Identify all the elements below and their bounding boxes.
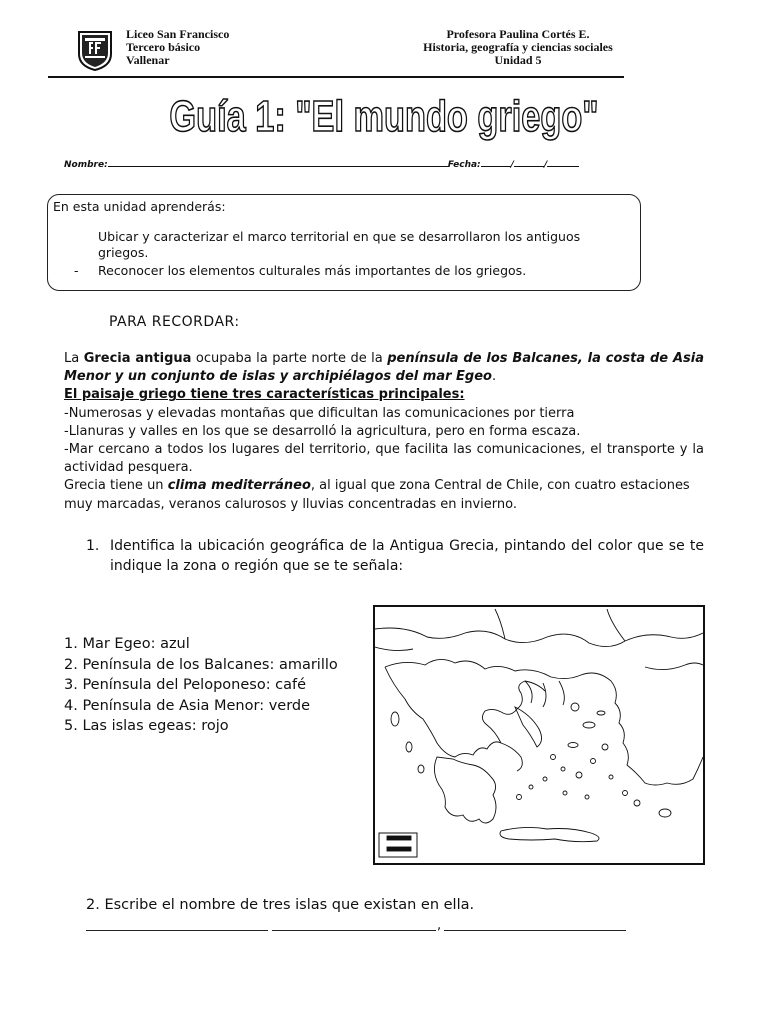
objective-item: Ubicar y caracterizar el marco territorial en que se desarrollaron los antiguos griegos. [98,229,581,260]
characteristic-3: -Mar cercano a todos los lugares del territorio, que facilita las comunicaciones, el transporte y la actividad pesquera. [64,442,704,476]
list-item: 5. Las islas egeas: rojo [64,718,229,734]
answer-blank-1[interactable] [86,930,268,931]
date-month-field[interactable] [514,158,544,167]
answer-blank-2[interactable] [272,930,436,931]
name-field[interactable] [108,158,448,167]
climate-type: clima mediterráneo [167,478,311,494]
date-year-field[interactable] [547,158,579,167]
answer-blank-3[interactable] [444,930,626,931]
header-right [400,28,636,67]
climate-a: Grecia tiene un [64,478,168,494]
objectives-heading: En esta unidad aprenderás: [53,199,226,214]
greece-map[interactable] [373,605,705,865]
intro-c: ocupaba la parte norte de la [191,351,388,366]
teacher-name: Profesora Paulina Cortés E. [446,27,590,41]
characteristic-2: -Llanuras y valles en los que se desarrolló la agricultura, pero en forma escaza. [64,423,581,439]
name-label: Nombre: [64,160,108,170]
date-label: Fecha: [447,160,481,170]
question-1-number: 1. [86,538,100,554]
question-2-text: 2. Escribe el nombre de tres islas que existan en ella. [86,897,475,913]
reading-paragraph [64,350,704,514]
name-date-line [64,158,579,170]
color-instructions-list [64,634,338,737]
intro-a: La [64,351,84,366]
answer-comma: , [437,918,442,933]
page-title: Guía 1: "El mundo griego" [169,92,599,141]
objective-bullet: - [74,263,79,278]
date-separator: / [543,160,548,170]
intro-regions: península de los Balcanes, la costa de Asia Menor y un conjunto de islas y archipiélagos del mar Egeo [64,351,705,385]
school-crest-icon [73,28,117,72]
city-name: Vallenar [126,53,170,67]
list-item: 4. Península de Asia Menor: verde [64,697,311,714]
intro-grecia: Grecia antigua [83,351,192,366]
landscape-title: El paisaje griego tiene tres características principales: [64,387,465,403]
header-divider [48,76,624,78]
recordar-heading: PARA RECORDAR: [109,314,240,330]
objective-item: Reconocer los elementos culturales más importantes de los griegos. [98,263,527,278]
list-item: 3. Península del Peloponeso: café [64,677,307,693]
unit-label: Unidad 5 [494,53,542,67]
grade-level: Tercero básico [126,40,201,54]
header-left [126,28,229,67]
intro-text [64,350,704,386]
question-1-text: Identifica la ubicación geográfica de la Antigua Grecia, pintando del color que se te indique la zona o región que se te señala: [110,538,704,574]
list-item: 2. Península de los Balcanes: amarillo [64,656,338,673]
school-name: Liceo San Francisco [126,27,230,41]
date-day-field[interactable] [481,158,511,167]
climate-text [64,477,704,513]
characteristic-1: -Numerosas y elevadas montañas que dificultan las comunicaciones por tierra [64,405,575,421]
intro-e: . [491,369,497,385]
list-item: 1. Mar Egeo: azul [64,636,190,652]
climate-c: , al igual que zona Central de Chile, con cuatro estaciones muy marcadas, veranos calurosos y lluvias concentradas en invierno. [64,478,690,512]
date-separator: / [510,160,514,170]
subject-name: Historia, geografía y ciencias sociales [423,40,613,54]
